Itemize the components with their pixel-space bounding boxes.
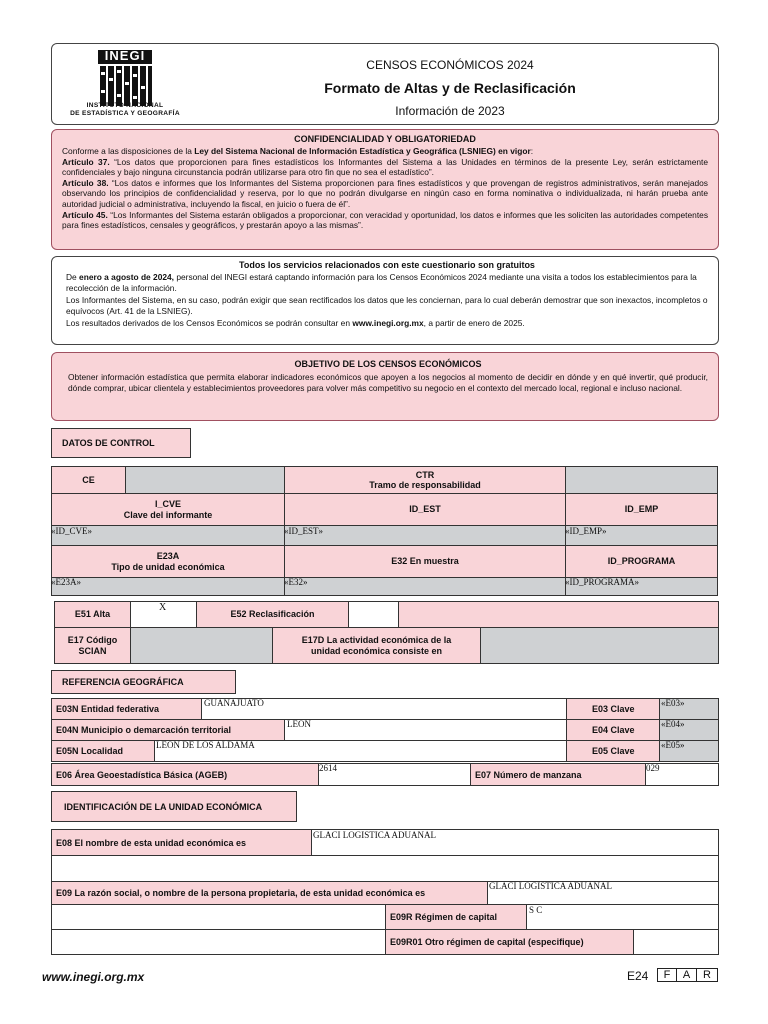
servicios-title: Todos los servicios relacionados con este cuestionario son gratuitos [239,260,535,270]
e03-label: E03 Clave [566,698,660,720]
e52-extra [398,601,719,628]
e04-label: E04 Clave [566,719,660,741]
ce-label: CE [51,466,126,494]
a45-text: “Los Informantes del Sistema estarán obligados a proporcionar, con veracidad y oportunidad, los datos e informes que les soliciten las autoridades competentes para fines estadísticos, censales y geográficos, y prestarán apoyo a las mismas”. [62,209,709,231]
articulo-45 [62,210,708,231]
footer-url[interactable]: www.inegi.org.mx [42,970,145,984]
e17d-field[interactable] [480,627,719,664]
e23a-field[interactable] [51,577,285,596]
p1-a: De [66,272,80,282]
logo-text: INEGI [104,48,146,63]
section-identificacion: IDENTIFICACIÓN DE LA UNIDAD ECONÓMICA [51,791,297,822]
servicios-box [51,256,719,345]
objetivo-text: Obtener información estadística que permita elaborar indicadores económicos que apoyen a los negocios al momento de decidir en dónde y en qué invertir, qué producir, dónde comprar, ubicar clientela y establecimientos proveedores para volver más competitivo su negocio en el contexto del mercado local, regional e incluso nacional. [68,372,708,393]
ctr-code: CTR [415,469,435,480]
e09r-field[interactable] [526,904,719,930]
e09r01-label: E09R01 Otro régimen de capital (especifique) [385,929,634,955]
ce-field[interactable] [125,466,285,494]
p1-c: personal del INEGI estará captando información para los Censos Económicos 2024 mediante una visita a todos los establecimientos para la recolección de la información. [66,272,697,293]
e23a-desc: Tipo de unidad económica [111,561,225,572]
objetivo-box [51,352,719,421]
e07-value: 029 [646,763,660,773]
id-programa-label: ID_PROGRAMA [565,545,718,578]
id-est-label: ID_EST [284,493,566,526]
e08-field-continued[interactable] [51,855,719,882]
e04-value: «E04» [661,719,685,729]
a38-label: Artículo 38. [62,177,109,188]
e09r-value: S C [529,905,543,915]
e09r01-field[interactable] [633,929,719,955]
footer-box-f: F [657,968,677,982]
header-line1: CENSOS ECONÓMICOS 2024 [366,58,534,72]
e32-label: E32 En muestra [284,545,566,578]
id-cve-value: «ID_CVE» [51,526,92,536]
intro-law: Ley del Sistema Nacional de Información Estadística y Geográfica (LSNIEG) en vigor [194,146,531,156]
e05n-label: E05N Localidad [51,740,155,762]
p1-b: enero a agosto de 2024, [79,272,175,282]
ctr-desc: Tramo de responsabilidad [369,480,481,490]
logo-subtitle-1: INSTITUTO NACIONAL [86,102,164,109]
id-est-field[interactable] [284,525,566,546]
e04n-label: E04N Municipio o demarcación territorial [51,719,285,741]
a45-label: Artículo 45. [62,209,108,220]
e17d-line2: unidad económica consiste en [310,645,443,656]
p3-c: , a partir de enero de 2025. [423,318,525,329]
intro-text: Conforme a las disposiciones de la [62,146,195,156]
e51-label: E51 Alta [54,601,131,628]
e17-label [54,627,131,664]
servicios-p2: Los Informantes del Sistema, en su caso, podrán exigir que sean rectificados los datos que les conciernan, para lo cual deberán demostrar que son inexactos, incompletos o equívocos (Art. 41 de la LSNIEG). [66,295,708,316]
p3-a: Los resultados derivados de los Censos Económicos se podrán consultar en [66,318,353,329]
e09-field-continued[interactable] [51,904,386,930]
section-referencia-geografica: REFERENCIA GEOGRÁFICA [51,670,236,694]
e17d-label [272,627,481,664]
e08-value: GLACI LOGISTICA ADUANAL [313,830,436,840]
e32-value: «E32» [284,577,308,587]
e03n-value: GUANAJUATO [204,698,264,708]
id-est-value: «ID_EST» [284,526,323,536]
a38-text: “Los datos e informes que los Informantes del Sistema proporcionen para fines estadísticos y que provengan de registros administrativos, serán manejados observando los principios de confidencialidad y reserva, por lo que no podrán divulgarse en ningún caso en forma nominativa o individualizada, ni harán prueba ante autoridad judicial o administrativa, incluyendo la fiscal, en juicio o fuera de él”. [62,177,708,209]
objetivo-title: OBJETIVO DE LOS CENSOS ECONÓMICOS [294,359,482,369]
e09r01-blank [51,929,386,955]
footer-boxes [657,968,718,982]
section-datos-control: DATOS DE CONTROL [51,428,191,458]
p3-link[interactable]: www.inegi.org.mx [352,318,424,329]
e04n-field[interactable] [284,719,567,741]
e07-label: E07 Número de manzana [470,763,646,786]
e05-label: E05 Clave [566,740,660,762]
e52-label: E52 Reclasificación [196,601,349,628]
e06-value: 2614 [319,763,337,773]
id-programa-value: «ID_PROGRAMA» [565,577,640,587]
e09-label: E09 La razón social, o nombre de la persona propietaria, de esta unidad económica es [51,881,488,905]
icve-code: I_CVE [154,499,181,510]
confidencialidad-title: CONFIDENCIALIDAD Y OBLIGATORIEDAD [294,134,476,144]
e06-label: E06 Área Geoestadística Básica (AGEB) [51,763,319,786]
e04n-value: LEON [287,719,311,729]
e52-checkbox[interactable] [348,601,399,628]
e17d-line1: E17D La actividad económica de la [301,635,452,646]
confidencialidad-intro [62,146,708,157]
e09-value: GLACI LOGISTICA ADUANAL [489,881,612,891]
e17-desc: SCIAN [78,645,107,656]
confidencialidad-box [51,129,719,250]
e17-field[interactable] [130,627,273,664]
e06-field[interactable] [318,763,471,786]
e05n-value: LEON DE LOS ALDAMA [156,740,255,750]
logo-subtitle-2: DE ESTADÍSTICA Y GEOGRAFÍA [70,110,180,117]
e51-value: X [159,602,167,613]
e17-code: E17 Código [67,635,118,646]
e23a-label [51,545,285,578]
id-emp-value: «ID_EMP» [565,526,607,536]
articulo-37 [62,157,708,178]
a37-text: “Los datos que proporcionen para fines estadísticos los Informantes del Sistema a las Unidades en términos de la presente Ley, serán estrictamente confidenciales y bajo ninguna circunstancia podrán utilizarse para otro fin que no sea el estadístico”. [62,156,709,178]
id-emp-label: ID_EMP [565,493,718,526]
ctr-label [284,466,566,494]
inegi-logo [60,46,190,122]
ctr-field[interactable] [565,466,718,494]
e03n-label: E03N Entidad federativa [51,698,202,720]
icve-label [51,493,285,526]
footer-box-a: A [677,968,697,982]
footer-box-r: R [697,968,718,982]
articulo-38 [62,178,708,210]
e32-field[interactable] [284,577,566,596]
servicios-p1 [66,272,708,293]
e05-value: «E05» [661,740,685,750]
intro-colon: : [530,146,534,156]
icve-desc: Clave del informante [123,509,213,520]
header-line3: Información de 2023 [395,104,505,118]
footer-code: E24 [627,969,649,983]
page-title: Formato de Altas y de Reclasificación [324,80,576,96]
e23a-value: «E23A» [51,577,81,587]
a37-label: Artículo 37. [62,156,110,167]
servicios-p3 [66,318,708,329]
e03-value: «E03» [661,698,685,708]
e23a-code: E23A [156,551,180,562]
e08-label: E08 El nombre de esta unidad económica es [51,829,312,856]
e09r-label: E09R Régimen de capital [385,904,527,930]
